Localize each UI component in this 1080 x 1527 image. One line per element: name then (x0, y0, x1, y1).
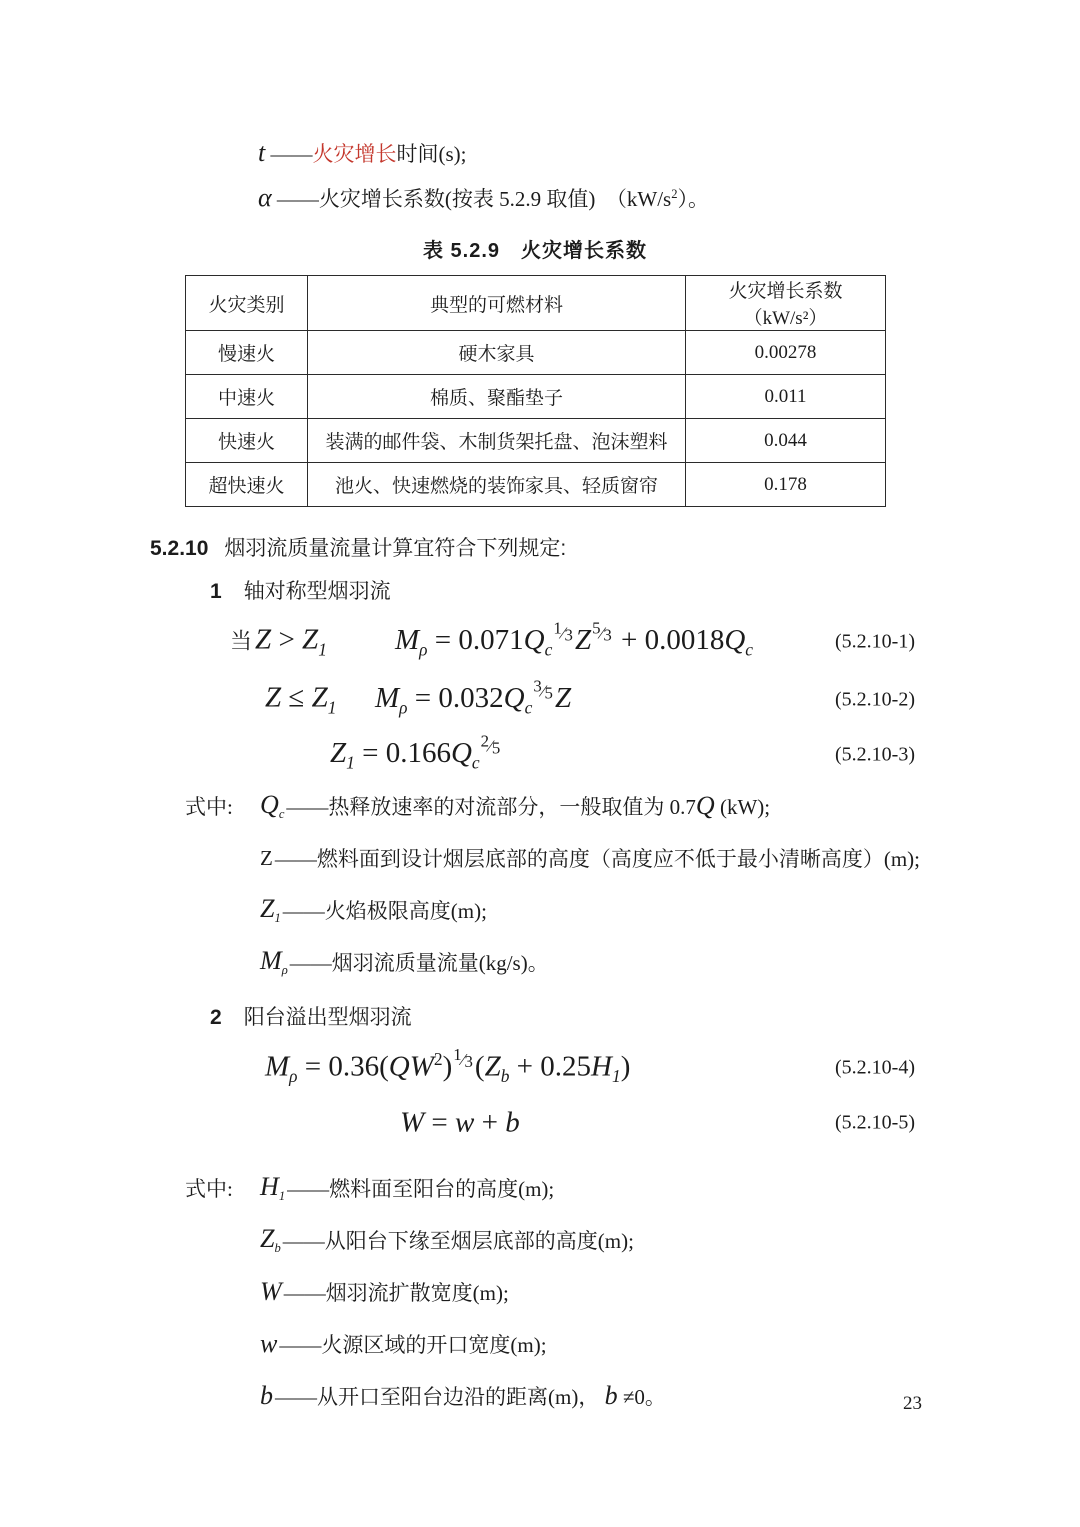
page-number: 23 (903, 1393, 922, 1414)
equation-body: $M_\rho = 0.36(QW^2)^{1⁄3}(Z_b + 0.25H_1)$ (265, 1045, 631, 1087)
subitem-text: 阳台溢出型烟羽流 (243, 1006, 412, 1029)
definition-symbol: Z (260, 845, 273, 870)
equation-number: (5.2.10-5) (835, 1111, 915, 1134)
subitem-1-heading (210, 579, 930, 605)
equation-condition: 当 $Z > Z_1$ (230, 623, 327, 660)
definition-symbol: $Q_c$ (260, 789, 285, 822)
subitem-2-heading (210, 1005, 930, 1031)
table-cell: 装满的邮件袋、木制货架托盘、泡沫塑料 (308, 419, 686, 463)
table-cell: 棉质、聚酯垫子 (308, 375, 686, 419)
equation-5-2-10-1 (150, 613, 930, 671)
equation-5-2-10-5 (150, 1097, 930, 1149)
table-title: 表 5.2.9 火灾增长系数 (422, 240, 648, 262)
definition-group-label: 式中: (185, 795, 233, 819)
table-header-cell: 火灾增长系数（kW/s²） (686, 276, 886, 331)
equation-5-2-10-2 (150, 671, 930, 729)
definition-symbol: b (260, 1381, 274, 1410)
equation-5-2-10-4 (150, 1039, 930, 1097)
equation-number: (5.2.10-1) (835, 630, 915, 653)
equation-body: W = w + b (400, 1106, 520, 1139)
clause-heading (150, 535, 930, 563)
subitem-text: 轴对称型烟羽流 (243, 580, 391, 603)
definition-Z1 (150, 885, 930, 935)
definition-Mrho (150, 937, 930, 987)
definition-Z (150, 833, 930, 883)
definition-group-label: 式中: (185, 1177, 233, 1201)
definition-H1 (150, 1163, 930, 1213)
definition-text: ——热释放速率的对流部分，一般取值为 0.7Q (kW); (286, 791, 771, 820)
table-cell: 快速火 (186, 419, 308, 463)
table-cell: 0.011 (686, 375, 886, 419)
fire-growth-table (185, 275, 886, 507)
table-cell: 硬木家具 (308, 331, 686, 375)
equation-number: (5.2.10-3) (835, 743, 915, 766)
definition-symbol: $Z_b$ (260, 1223, 281, 1256)
equation-5-2-10-3 (150, 729, 930, 781)
subitem-number: 2 (210, 1006, 222, 1029)
definition-text: ——从开口至阳台边沿的距离(m)， b ≠0。 (275, 1381, 666, 1410)
table-header-cell: 火灾类别 (186, 276, 308, 331)
definition-text: ——燃料面到设计烟层底部的高度（高度应不低于最小清晰高度）(m); (274, 847, 920, 871)
table-row (186, 463, 886, 507)
table-header-cell: 典型的可燃材料 (308, 276, 686, 331)
equation-number: (5.2.10-4) (835, 1056, 915, 1079)
definition-symbol: W (260, 1277, 282, 1306)
table-row (186, 375, 886, 419)
table-cell: 慢速火 (186, 331, 308, 375)
symbol-def-t: t ——火灾增长时间(s); (258, 138, 467, 167)
definition-text: ——燃料面至阳台的高度(m); (287, 1177, 555, 1201)
equation-body: $M_\rho = 0.032Q_c^{3⁄5}Z$ (375, 676, 572, 718)
table-cell: 中速火 (186, 375, 308, 419)
definition-text: ——烟羽流扩散宽度(m); (283, 1281, 509, 1305)
definition-Zb (150, 1215, 930, 1265)
definition-text: ——火焰极限高度(m); (282, 899, 487, 923)
table-cell: 池火、快速燃烧的装饰家具、轻质窗帘 (308, 463, 686, 507)
definition-w-lower (150, 1319, 930, 1369)
table-cell: 0.178 (686, 463, 886, 507)
definition-text: ——烟羽流质量流量(kg/s)。 (289, 951, 549, 975)
definition-text: ——从阳台下缘至烟层底部的高度(m); (282, 1229, 634, 1253)
equation-number: (5.2.10-2) (835, 688, 915, 711)
table-cell: 超快速火 (186, 463, 308, 507)
clause-text: 烟羽流质量流量计算宜符合下列规定: (224, 537, 567, 560)
table-row (186, 419, 886, 463)
definition-text: ——火源区域的开口宽度(m); (279, 1333, 547, 1357)
definition-symbol: $M_\rho$ (260, 945, 288, 978)
table-cell: 0.00278 (686, 331, 886, 375)
table-cell: 0.044 (686, 419, 886, 463)
definition-W (150, 1267, 930, 1317)
definition-Qc (150, 781, 930, 831)
subitem-number: 1 (210, 580, 222, 603)
equation-condition: $Z \le Z_1$ (265, 681, 337, 718)
definition-symbol: $Z_1$ (260, 893, 281, 926)
definition-b (150, 1371, 930, 1421)
table-row (186, 331, 886, 375)
equation-body: $M_\rho = 0.071Q_c^{1⁄3}Z^{5⁄3} + 0.0018Q_c$ (395, 618, 754, 660)
definition-symbol: w (260, 1329, 278, 1358)
definition-symbol: $H_1$ (260, 1171, 286, 1204)
table-header-row (186, 276, 886, 331)
symbol-def-alpha: α ——火灾增长系数(按表 5.2.9 取值) $(kW/s^2)$。 (258, 183, 710, 212)
equation-body: $Z_1 = 0.166Q_c^{2⁄5}$ (330, 731, 501, 773)
clause-number: 5.2.10 (150, 537, 209, 560)
